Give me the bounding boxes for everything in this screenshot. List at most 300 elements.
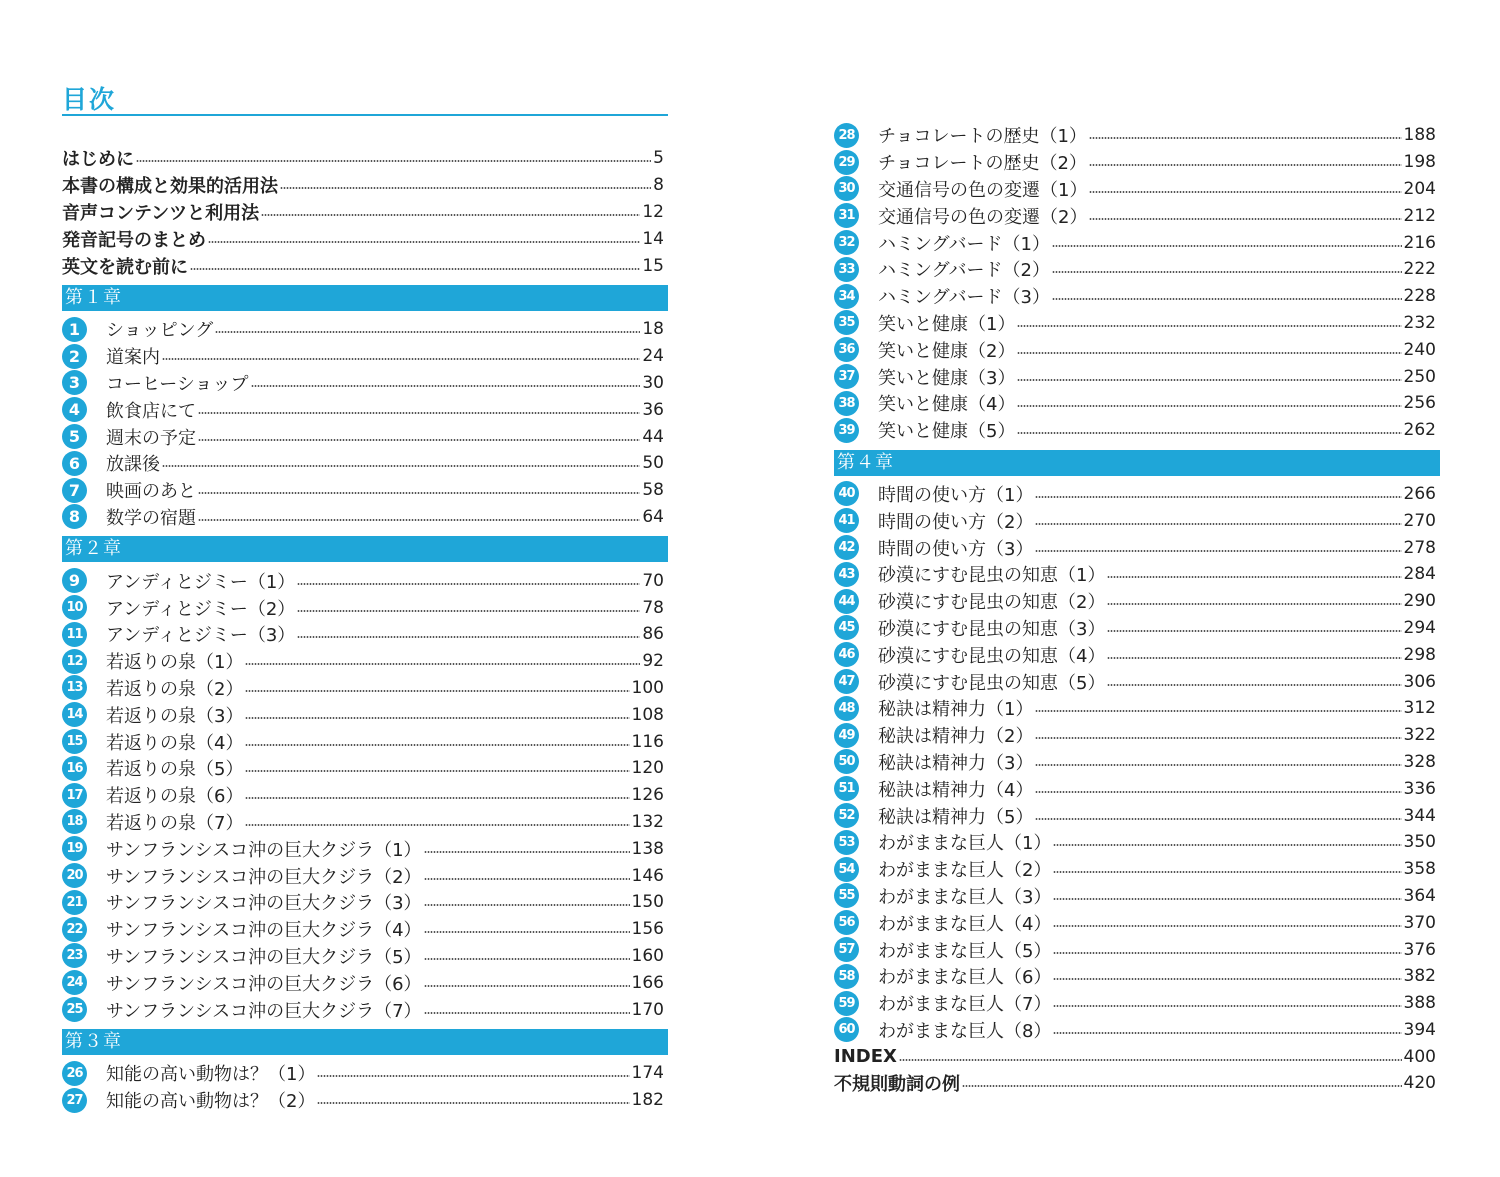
lesson-number-badge: 53 bbox=[834, 830, 859, 855]
leader-dots bbox=[1035, 818, 1401, 820]
entry-page: 278 bbox=[1403, 537, 1436, 558]
lesson-number-badge: 25 bbox=[62, 997, 87, 1022]
lesson-number-badge: 13 bbox=[62, 675, 87, 700]
leader-dots bbox=[424, 931, 630, 933]
entry-label: わがままな巨人（6） bbox=[878, 967, 1052, 989]
lesson-number-badge: 54 bbox=[834, 857, 859, 882]
leader-dots bbox=[280, 187, 651, 189]
entry-label: 交通信号の色の変遷（2） bbox=[878, 206, 1088, 228]
lesson-number-badge: 24 bbox=[62, 970, 87, 995]
entry-label: 数学の宿題 bbox=[106, 507, 196, 529]
toc-entry-lesson-11[interactable] bbox=[62, 621, 668, 648]
lesson-number-badge: 12 bbox=[62, 649, 87, 674]
leader-dots bbox=[1052, 271, 1402, 273]
toc-entry-lesson-33[interactable] bbox=[834, 256, 1440, 283]
leader-dots bbox=[1052, 298, 1402, 300]
entry-label: サンフランシスコ沖の巨大クジラ（6） bbox=[106, 973, 422, 995]
entry-label: サンフランシスコ沖の巨大クジラ（3） bbox=[106, 893, 422, 915]
toc-entry-lesson-39[interactable] bbox=[834, 417, 1440, 444]
chapter-heading-2: 第２章 bbox=[62, 536, 668, 562]
lesson-number-badge: 16 bbox=[62, 756, 87, 781]
lesson-number-badge: 9 bbox=[62, 568, 87, 593]
toc-entry-lesson-17[interactable] bbox=[62, 782, 668, 809]
entry-page: 15 bbox=[642, 255, 664, 276]
lesson-number-badge: 46 bbox=[834, 642, 859, 667]
entry-page: 250 bbox=[1403, 366, 1436, 387]
lesson-number-badge: 19 bbox=[62, 836, 87, 861]
toc-entry-front-5[interactable] bbox=[62, 252, 668, 279]
entry-page: 170 bbox=[631, 999, 664, 1020]
leader-dots bbox=[1053, 1032, 1401, 1034]
leader-dots bbox=[1053, 898, 1401, 900]
lesson-number-badge: 49 bbox=[834, 723, 859, 748]
lesson-number-badge: 31 bbox=[834, 203, 859, 228]
leader-dots bbox=[1053, 844, 1401, 846]
leader-dots bbox=[1052, 245, 1402, 247]
leader-dots bbox=[297, 583, 640, 585]
lesson-number-badge: 28 bbox=[834, 123, 859, 148]
entry-page: 344 bbox=[1403, 805, 1436, 826]
lesson-number-badge: 10 bbox=[62, 595, 87, 620]
entry-page: 174 bbox=[631, 1063, 664, 1084]
toc-entry-lesson-57[interactable] bbox=[834, 936, 1440, 963]
leader-dots bbox=[245, 824, 629, 826]
entry-label: 音声コンテンツと利用法 bbox=[62, 202, 260, 224]
entry-page: 132 bbox=[631, 811, 664, 832]
entry-page: 14 bbox=[642, 228, 664, 249]
entry-page: 394 bbox=[1403, 1019, 1436, 1040]
leader-dots bbox=[190, 268, 640, 270]
entry-label: 砂漠にすむ昆虫の知恵（3） bbox=[878, 618, 1106, 640]
toc-entry-lesson-32[interactable] bbox=[834, 229, 1440, 256]
toc-entry-lesson-51[interactable] bbox=[834, 775, 1440, 802]
leader-dots bbox=[1017, 325, 1401, 327]
lesson-number-badge: 59 bbox=[834, 991, 859, 1016]
leader-dots bbox=[162, 465, 640, 467]
entry-page: 182 bbox=[631, 1090, 664, 1111]
toc-entry-lesson-4[interactable] bbox=[62, 396, 668, 423]
leader-dots bbox=[1035, 550, 1401, 552]
entry-label: わがままな巨人（7） bbox=[878, 994, 1052, 1016]
entry-page: 86 bbox=[642, 624, 664, 645]
entry-page: 12 bbox=[642, 201, 664, 222]
entry-page: 328 bbox=[1403, 751, 1436, 772]
toc-entry-lesson-2[interactable] bbox=[62, 343, 668, 370]
toc-entry-lesson-10[interactable] bbox=[62, 594, 668, 621]
entry-label: 道案内 bbox=[106, 347, 160, 369]
leader-dots bbox=[245, 744, 629, 746]
leader-dots bbox=[1035, 764, 1401, 766]
leader-dots bbox=[1053, 871, 1401, 873]
toc-entry-lesson-5[interactable] bbox=[62, 423, 668, 450]
lesson-number-badge: 5 bbox=[62, 424, 87, 449]
toc-entry-lesson-6[interactable] bbox=[62, 450, 668, 477]
toc-entry-lesson-37[interactable] bbox=[834, 363, 1440, 390]
page-title: 目次 bbox=[62, 85, 117, 114]
lesson-number-badge: 21 bbox=[62, 890, 87, 915]
entry-page: 312 bbox=[1403, 698, 1436, 719]
entry-page: 36 bbox=[642, 399, 664, 420]
lesson-number-badge: 52 bbox=[834, 803, 859, 828]
entry-page: 376 bbox=[1403, 939, 1436, 960]
entry-page: 294 bbox=[1403, 617, 1436, 638]
lesson-number-badge: 42 bbox=[834, 535, 859, 560]
lesson-number-badge: 30 bbox=[834, 176, 859, 201]
leader-dots bbox=[1035, 523, 1401, 525]
entry-label: 秘訣は精神力（2） bbox=[878, 726, 1034, 748]
entry-label: サンフランシスコ沖の巨大クジラ（1） bbox=[106, 839, 422, 861]
entry-label: サンフランシスコ沖の巨大クジラ（2） bbox=[106, 866, 422, 888]
lesson-number-badge: 45 bbox=[834, 615, 859, 640]
toc-entry-lesson-24[interactable] bbox=[62, 969, 668, 996]
entry-label: 秘訣は精神力（4） bbox=[878, 779, 1034, 801]
entry-page: 58 bbox=[642, 480, 664, 501]
entry-page: 108 bbox=[631, 704, 664, 725]
entry-page: 116 bbox=[631, 731, 664, 752]
leader-dots bbox=[1017, 379, 1401, 381]
entry-page: 44 bbox=[642, 426, 664, 447]
toc-entry-lesson-31[interactable] bbox=[834, 202, 1440, 229]
entry-label: 若返りの泉（7） bbox=[106, 812, 244, 834]
entry-page: 156 bbox=[631, 919, 664, 940]
entry-page: 5 bbox=[653, 148, 664, 169]
toc-entry-lesson-22[interactable] bbox=[62, 916, 668, 943]
toc-entry-lesson-28[interactable] bbox=[834, 122, 1440, 149]
entry-label: サンフランシスコ沖の巨大クジラ（5） bbox=[106, 946, 422, 968]
toc-entry-lesson-19[interactable] bbox=[62, 835, 668, 862]
lesson-number-badge: 18 bbox=[62, 809, 87, 834]
toc-entry-lesson-36[interactable] bbox=[834, 336, 1440, 363]
leader-dots bbox=[297, 610, 640, 612]
toc-entry-lesson-56[interactable] bbox=[834, 909, 1440, 936]
leader-dots bbox=[261, 214, 640, 216]
lesson-number-badge: 50 bbox=[834, 749, 859, 774]
leader-dots bbox=[424, 851, 630, 853]
toc-entry-lesson-49[interactable] bbox=[834, 722, 1440, 749]
entry-label: ハミングバード（3） bbox=[878, 287, 1051, 309]
entry-label: 飲食店にて bbox=[106, 400, 196, 422]
toc-entry-lesson-12[interactable] bbox=[62, 648, 668, 675]
toc-entry-lesson-47[interactable] bbox=[834, 668, 1440, 695]
toc-entry-lesson-15[interactable] bbox=[62, 728, 668, 755]
leader-dots bbox=[1035, 710, 1401, 712]
toc-entry-irregular-verbs[interactable] bbox=[834, 1070, 1440, 1097]
entry-page: 92 bbox=[642, 651, 664, 672]
entry-page: 350 bbox=[1403, 832, 1436, 853]
leader-dots bbox=[1035, 737, 1401, 739]
entry-label: アンディとジミー（2） bbox=[106, 598, 296, 620]
entry-label: 若返りの泉（6） bbox=[106, 786, 244, 808]
toc-entry-lesson-26[interactable] bbox=[62, 1060, 668, 1087]
toc-entry-lesson-54[interactable] bbox=[834, 856, 1440, 883]
entry-page: 270 bbox=[1403, 510, 1436, 531]
leader-dots bbox=[1107, 576, 1401, 578]
entry-label: コーヒーショップ bbox=[106, 373, 249, 395]
entry-page: 298 bbox=[1403, 644, 1436, 665]
leader-dots bbox=[245, 797, 629, 799]
entry-label: ショッピング bbox=[106, 320, 214, 342]
toc-entry-lesson-40[interactable] bbox=[834, 481, 1440, 508]
toc-entry-lesson-58[interactable] bbox=[834, 963, 1440, 990]
toc-entry-lesson-52[interactable] bbox=[834, 802, 1440, 829]
entry-label: INDEX bbox=[834, 1046, 897, 1068]
lesson-number-badge: 47 bbox=[834, 669, 859, 694]
entry-label: 若返りの泉（1） bbox=[106, 652, 244, 674]
entry-page: 188 bbox=[1403, 125, 1436, 146]
leader-dots bbox=[1107, 657, 1401, 659]
entry-page: 382 bbox=[1403, 966, 1436, 987]
toc-entry-lesson-1[interactable] bbox=[62, 316, 668, 343]
entry-label: 若返りの泉（4） bbox=[106, 732, 244, 754]
lesson-number-badge: 27 bbox=[62, 1088, 87, 1113]
entry-label: サンフランシスコ沖の巨大クジラ（4） bbox=[106, 920, 422, 942]
leader-dots bbox=[245, 770, 629, 772]
entry-label: わがままな巨人（2） bbox=[878, 860, 1052, 882]
toc-entry-lesson-45[interactable] bbox=[834, 615, 1440, 642]
entry-label: 砂漠にすむ昆虫の知恵（5） bbox=[878, 672, 1106, 694]
entry-label: 週末の予定 bbox=[106, 427, 196, 449]
lesson-number-badge: 4 bbox=[62, 397, 87, 422]
toc-entry-lesson-30[interactable] bbox=[834, 176, 1440, 203]
leader-dots bbox=[317, 1075, 629, 1077]
lesson-number-badge: 38 bbox=[834, 391, 859, 416]
entry-page: 8 bbox=[653, 175, 664, 196]
leader-dots bbox=[215, 331, 640, 333]
entry-page: 388 bbox=[1403, 993, 1436, 1014]
leader-dots bbox=[1017, 405, 1401, 407]
lesson-number-badge: 58 bbox=[834, 964, 859, 989]
toc-entry-lesson-29[interactable] bbox=[834, 149, 1440, 176]
leader-dots bbox=[962, 1085, 1402, 1087]
lesson-number-badge: 1 bbox=[62, 317, 87, 342]
leader-dots bbox=[1089, 137, 1402, 139]
entry-page: 18 bbox=[642, 319, 664, 340]
lesson-number-badge: 48 bbox=[834, 696, 859, 721]
toc-entry-lesson-59[interactable] bbox=[834, 990, 1440, 1017]
lesson-number-badge: 56 bbox=[834, 910, 859, 935]
toc-entry-lesson-42[interactable] bbox=[834, 534, 1440, 561]
leader-dots bbox=[1089, 191, 1401, 193]
toc-entry-lesson-13[interactable] bbox=[62, 675, 668, 702]
entry-page: 138 bbox=[631, 838, 664, 859]
chapter-heading-1: 第１章 bbox=[62, 285, 668, 311]
leader-dots bbox=[424, 958, 630, 960]
lesson-number-badge: 29 bbox=[834, 150, 859, 175]
entry-label: ハミングバード（1） bbox=[878, 233, 1051, 255]
entry-page: 50 bbox=[642, 453, 664, 474]
toc-entry-index[interactable] bbox=[834, 1043, 1440, 1070]
entry-page: 160 bbox=[631, 945, 664, 966]
entry-page: 232 bbox=[1403, 312, 1436, 333]
lesson-number-badge: 32 bbox=[834, 230, 859, 255]
entry-label: 砂漠にすむ昆虫の知恵（4） bbox=[878, 645, 1106, 667]
leader-dots bbox=[424, 1012, 630, 1014]
entry-label: 笑いと健康（2） bbox=[878, 340, 1016, 362]
entry-page: 290 bbox=[1403, 591, 1436, 612]
entry-page: 420 bbox=[1403, 1073, 1436, 1094]
leader-dots bbox=[198, 412, 640, 414]
toc-entry-lesson-34[interactable] bbox=[834, 283, 1440, 310]
leader-dots bbox=[1089, 218, 1401, 220]
lesson-number-badge: 57 bbox=[834, 937, 859, 962]
title-rule bbox=[62, 114, 668, 116]
entry-label: 本書の構成と効果的活用法 bbox=[62, 176, 278, 198]
toc-entry-lesson-35[interactable] bbox=[834, 310, 1440, 337]
entry-page: 322 bbox=[1403, 725, 1436, 746]
entry-page: 370 bbox=[1403, 912, 1436, 933]
leader-dots bbox=[198, 519, 640, 521]
entry-label: 交通信号の色の変遷（1） bbox=[878, 179, 1088, 201]
toc-entry-front-3[interactable] bbox=[62, 199, 668, 226]
leader-dots bbox=[424, 904, 630, 906]
leader-dots bbox=[297, 636, 640, 638]
toc-entry-lesson-46[interactable] bbox=[834, 641, 1440, 668]
lesson-number-badge: 22 bbox=[62, 917, 87, 942]
entry-label: 秘訣は精神力（3） bbox=[878, 752, 1034, 774]
entry-label: サンフランシスコ沖の巨大クジラ（7） bbox=[106, 1000, 422, 1022]
entry-label: 知能の高い動物は？（2） bbox=[106, 1091, 316, 1113]
toc-entry-lesson-38[interactable] bbox=[834, 390, 1440, 417]
toc-right-column bbox=[834, 122, 1440, 1097]
entry-label: 若返りの泉（3） bbox=[106, 705, 244, 727]
toc-entry-lesson-23[interactable] bbox=[62, 943, 668, 970]
lesson-number-badge: 60 bbox=[834, 1017, 859, 1042]
entry-label: 不規則動詞の例 bbox=[834, 1074, 960, 1096]
entry-label: 知能の高い動物は？（1） bbox=[106, 1064, 316, 1086]
lesson-number-badge: 36 bbox=[834, 337, 859, 362]
lesson-number-badge: 44 bbox=[834, 589, 859, 614]
toc-entry-front-1[interactable] bbox=[62, 145, 668, 172]
leader-dots bbox=[899, 1059, 1402, 1061]
leader-dots bbox=[1053, 952, 1401, 954]
entry-page: 284 bbox=[1403, 564, 1436, 585]
toc-entry-front-2[interactable] bbox=[62, 172, 668, 199]
toc-entry-front-4[interactable] bbox=[62, 225, 668, 252]
toc-entry-lesson-18[interactable] bbox=[62, 809, 668, 836]
toc-entry-lesson-50[interactable] bbox=[834, 749, 1440, 776]
entry-label: はじめに bbox=[62, 149, 134, 171]
toc-entry-lesson-20[interactable] bbox=[62, 862, 668, 889]
toc-entry-lesson-44[interactable] bbox=[834, 588, 1440, 615]
leader-dots bbox=[1035, 791, 1401, 793]
entry-label: 砂漠にすむ昆虫の知恵（2） bbox=[878, 592, 1106, 614]
leader-dots bbox=[1017, 352, 1401, 354]
entry-page: 166 bbox=[631, 972, 664, 993]
toc-entry-lesson-25[interactable] bbox=[62, 996, 668, 1023]
leader-dots bbox=[198, 492, 640, 494]
lesson-number-badge: 40 bbox=[834, 481, 859, 506]
entry-label: 秘訣は精神力（1） bbox=[878, 699, 1034, 721]
toc-entry-lesson-14[interactable] bbox=[62, 701, 668, 728]
toc-entry-lesson-41[interactable] bbox=[834, 507, 1440, 534]
leader-dots bbox=[1017, 432, 1401, 434]
leader-dots bbox=[245, 690, 629, 692]
entry-label: 映画のあと bbox=[106, 481, 196, 503]
toc-entry-lesson-53[interactable] bbox=[834, 829, 1440, 856]
entry-page: 212 bbox=[1403, 205, 1436, 226]
entry-label: 笑いと健康（5） bbox=[878, 421, 1016, 443]
leader-dots bbox=[1107, 684, 1401, 686]
entry-page: 336 bbox=[1403, 778, 1436, 799]
entry-label: 時間の使い方（1） bbox=[878, 484, 1034, 506]
entry-page: 222 bbox=[1403, 259, 1436, 280]
entry-page: 266 bbox=[1403, 483, 1436, 504]
toc-entry-lesson-9[interactable] bbox=[62, 567, 668, 594]
leader-dots bbox=[317, 1102, 629, 1104]
toc-entry-lesson-3[interactable] bbox=[62, 370, 668, 397]
toc-entry-lesson-27[interactable] bbox=[62, 1087, 668, 1114]
leader-dots bbox=[1035, 496, 1401, 498]
entry-label: 若返りの泉（2） bbox=[106, 678, 244, 700]
toc-entry-lesson-48[interactable] bbox=[834, 695, 1440, 722]
lesson-number-badge: 15 bbox=[62, 729, 87, 754]
chapter-heading-4: 第４章 bbox=[834, 450, 1440, 476]
lesson-number-badge: 7 bbox=[62, 478, 87, 503]
entry-label: 放課後 bbox=[106, 454, 160, 476]
leader-dots bbox=[136, 160, 651, 162]
leader-dots bbox=[198, 439, 640, 441]
leader-dots bbox=[1107, 630, 1401, 632]
toc-left-column bbox=[62, 145, 668, 1114]
entry-page: 358 bbox=[1403, 859, 1436, 880]
entry-page: 198 bbox=[1403, 152, 1436, 173]
entry-label: 笑いと健康（3） bbox=[878, 367, 1016, 389]
entry-label: わがままな巨人（3） bbox=[878, 886, 1052, 908]
lesson-number-badge: 20 bbox=[62, 863, 87, 888]
lesson-number-badge: 39 bbox=[834, 418, 859, 443]
entry-page: 262 bbox=[1403, 420, 1436, 441]
lesson-number-badge: 17 bbox=[62, 783, 87, 808]
chapter-heading-3: 第３章 bbox=[62, 1029, 668, 1055]
toc-entry-lesson-16[interactable] bbox=[62, 755, 668, 782]
lesson-number-badge: 11 bbox=[62, 622, 87, 647]
entry-label: わがままな巨人（5） bbox=[878, 940, 1052, 962]
entry-page: 228 bbox=[1403, 286, 1436, 307]
entry-page: 100 bbox=[631, 677, 664, 698]
entry-page: 150 bbox=[631, 892, 664, 913]
entry-label: 時間の使い方（2） bbox=[878, 511, 1034, 533]
entry-page: 24 bbox=[642, 346, 664, 367]
entry-page: 240 bbox=[1403, 339, 1436, 360]
entry-page: 204 bbox=[1403, 178, 1436, 199]
lesson-number-badge: 35 bbox=[834, 310, 859, 335]
entry-label: 笑いと健康（4） bbox=[878, 394, 1016, 416]
lesson-number-badge: 41 bbox=[834, 508, 859, 533]
leader-dots bbox=[251, 385, 641, 387]
lesson-number-badge: 3 bbox=[62, 370, 87, 395]
entry-page: 400 bbox=[1403, 1046, 1436, 1067]
leader-dots bbox=[424, 985, 630, 987]
toc-entry-lesson-21[interactable] bbox=[62, 889, 668, 916]
toc-entry-lesson-60[interactable] bbox=[834, 1017, 1440, 1044]
toc-entry-lesson-55[interactable] bbox=[834, 883, 1440, 910]
entry-page: 216 bbox=[1403, 232, 1436, 253]
entry-label: わがままな巨人（1） bbox=[878, 833, 1052, 855]
toc-entry-lesson-43[interactable] bbox=[834, 561, 1440, 588]
lesson-number-badge: 26 bbox=[62, 1061, 87, 1086]
lesson-number-badge: 33 bbox=[834, 257, 859, 282]
entry-label: ハミングバード（2） bbox=[878, 260, 1051, 282]
entry-label: 笑いと健康（1） bbox=[878, 313, 1016, 335]
entry-page: 30 bbox=[642, 372, 664, 393]
toc-entry-lesson-7[interactable] bbox=[62, 477, 668, 504]
lesson-number-badge: 55 bbox=[834, 883, 859, 908]
entry-label: 秘訣は精神力（5） bbox=[878, 806, 1034, 828]
lesson-number-badge: 6 bbox=[62, 451, 87, 476]
toc-entry-lesson-8[interactable] bbox=[62, 504, 668, 531]
entry-label: 砂漠にすむ昆虫の知恵（1） bbox=[878, 565, 1106, 587]
lesson-number-badge: 34 bbox=[834, 284, 859, 309]
